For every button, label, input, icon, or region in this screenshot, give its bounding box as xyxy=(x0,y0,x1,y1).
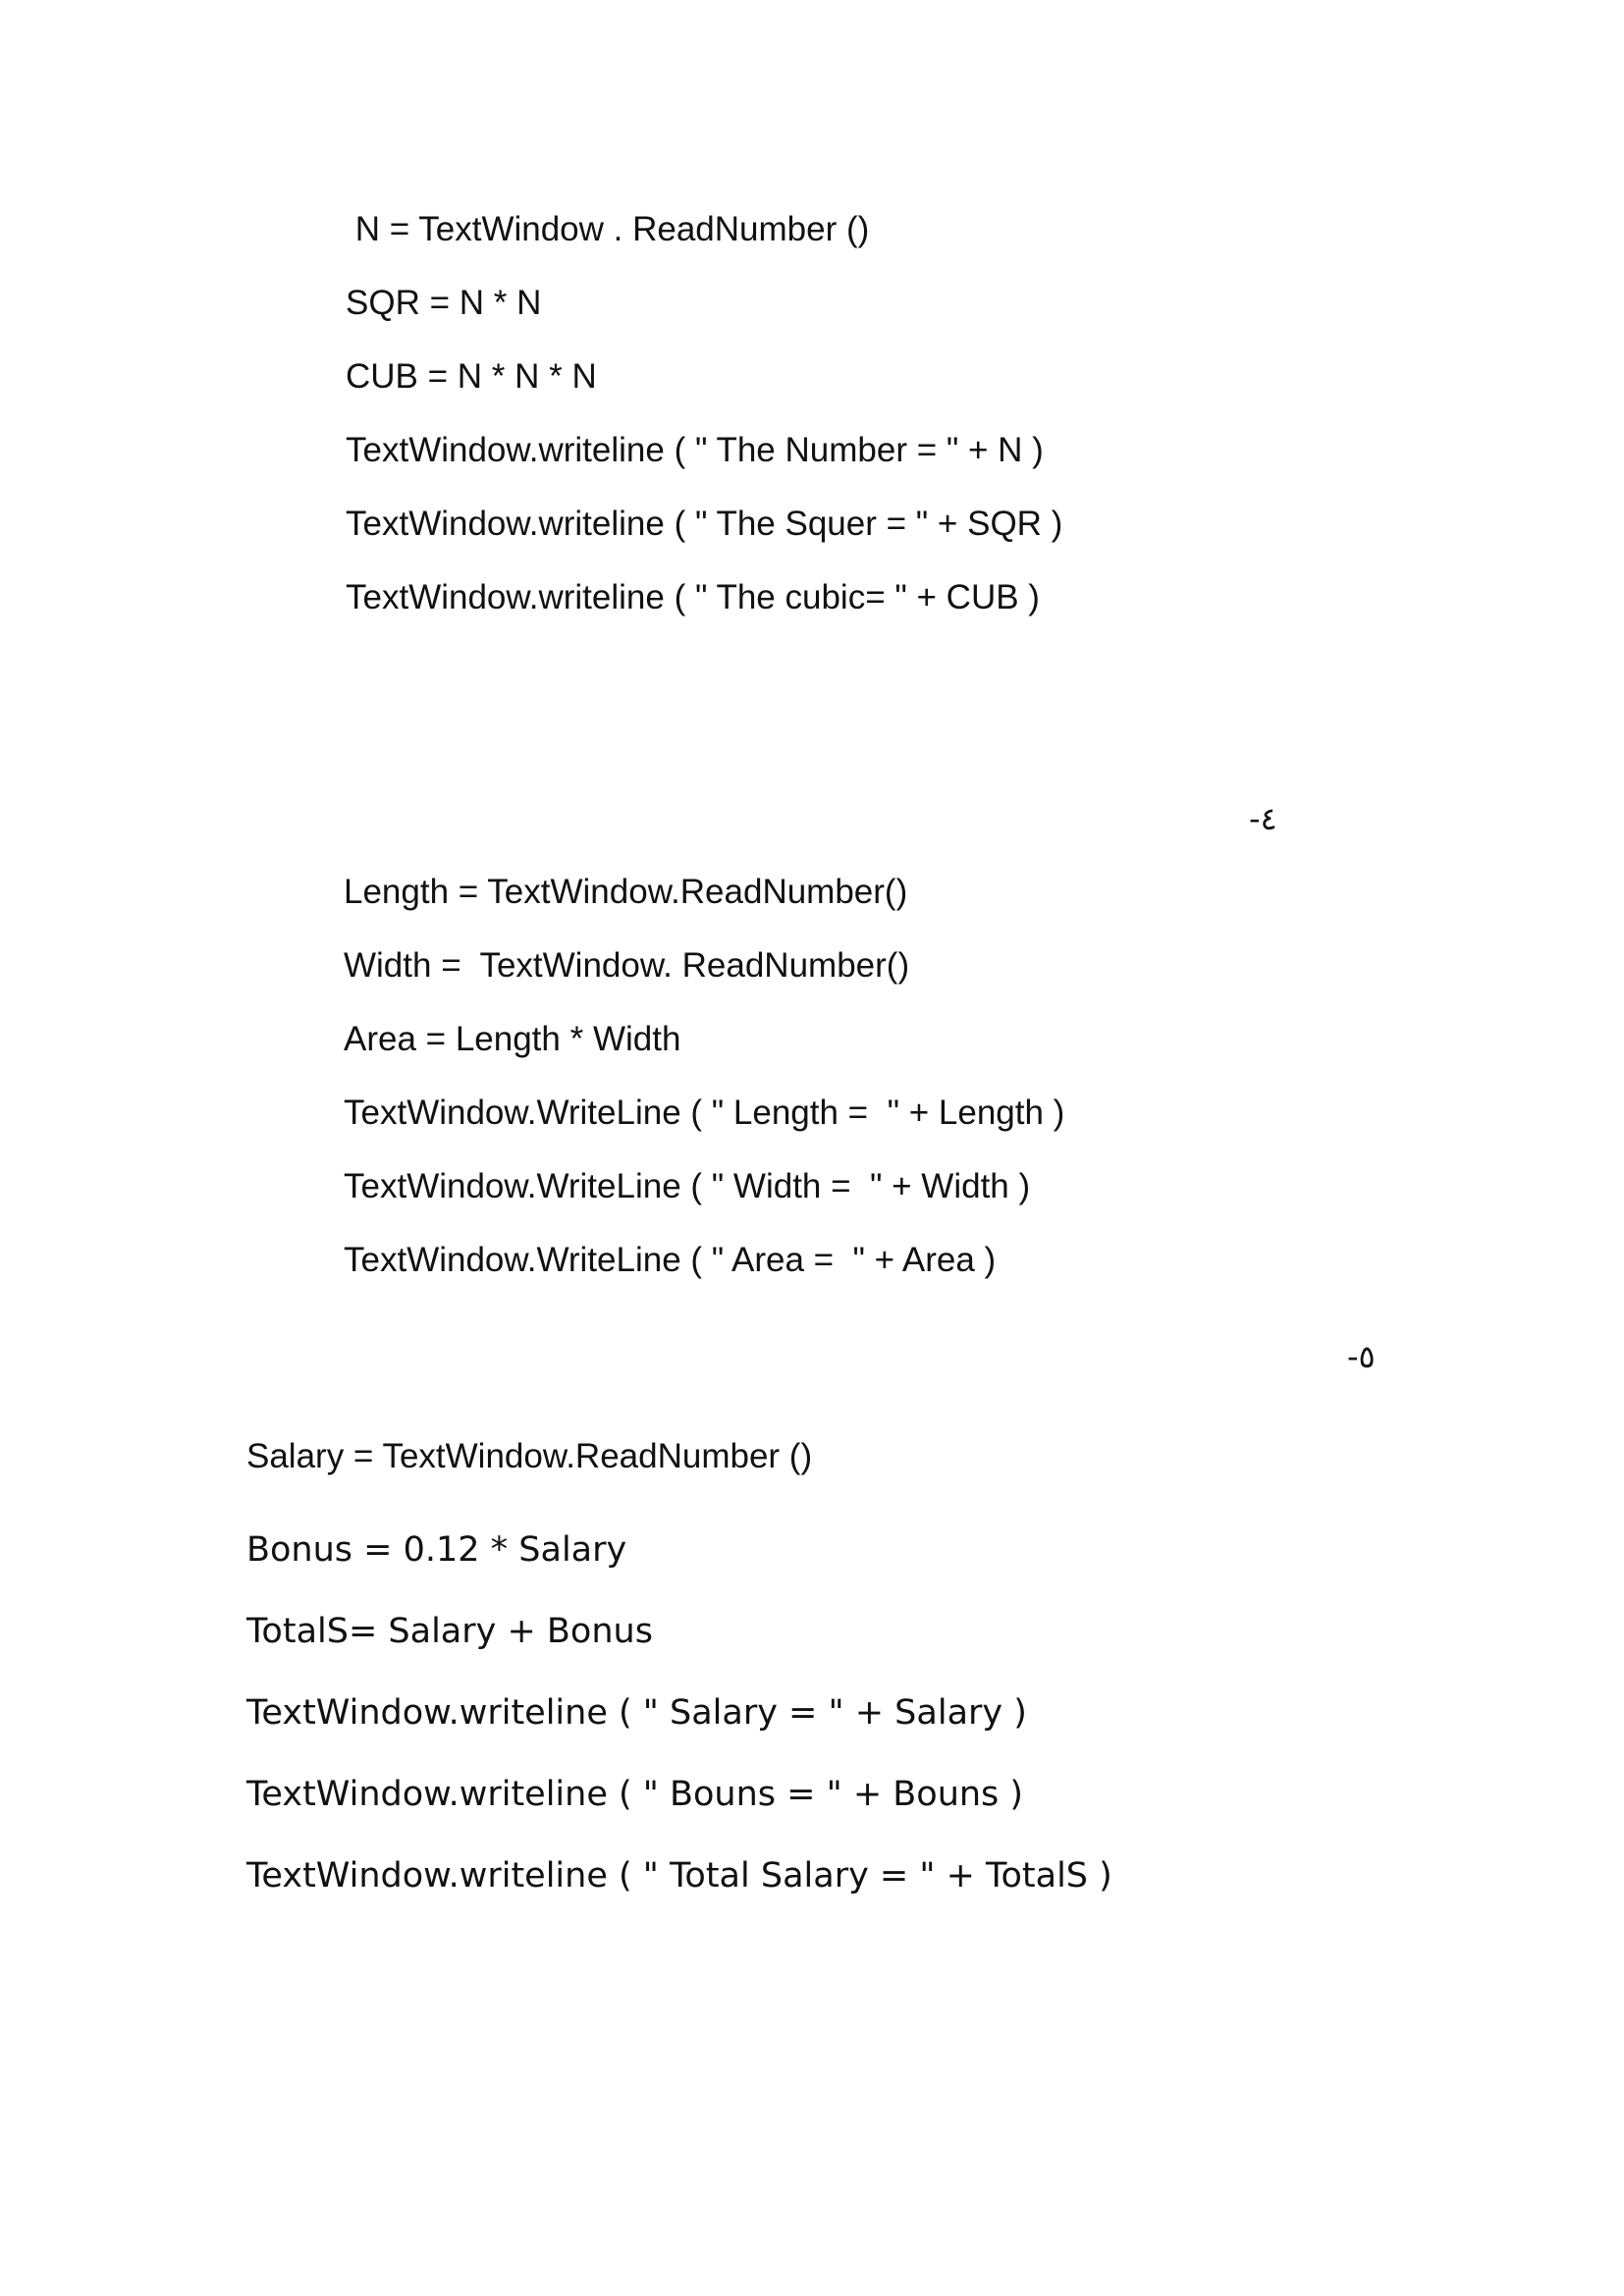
code-line: Salary = TextWindow.ReadNumber () xyxy=(246,1437,813,1475)
code-line: TextWindow.WriteLine ( " Area = " + Area ) xyxy=(344,1241,997,1279)
code-line: TextWindow.writeline ( " The Squer = " + SQR ) xyxy=(346,505,1063,543)
code-line: TextWindow.writeline ( " The Number = " + N ) xyxy=(346,431,1044,469)
section-number-5: ٥- xyxy=(1347,1338,1376,1375)
code-line: Area = Length * Width xyxy=(344,1020,681,1058)
code-line: TextWindow.WriteLine ( " Width = " + Width ) xyxy=(344,1167,1031,1205)
code-line: TextWindow.writeline ( " The cubic= " + CUB ) xyxy=(346,578,1040,616)
code-line: N = TextWindow . ReadNumber () xyxy=(346,210,870,248)
code-line: TotalS= Salary + Bonus xyxy=(246,1612,653,1651)
code-line: CUB = N * N * N xyxy=(346,357,597,396)
code-line: TextWindow.writeline ( " Bouns = " + Bouns ) xyxy=(246,1775,1024,1814)
code-line: TextWindow.writeline ( " Salary = " + Salary ) xyxy=(246,1693,1027,1733)
code-line: Bonus = 0.12 * Salary xyxy=(246,1530,627,1570)
code-line: Width = TextWindow. ReadNumber() xyxy=(344,946,910,985)
code-line: Length = TextWindow.ReadNumber() xyxy=(344,873,908,911)
code-line: SQR = N * N xyxy=(346,284,542,322)
section-number-4: ٤- xyxy=(1249,800,1277,837)
code-line: TextWindow.WriteLine ( " Length = " + Length ) xyxy=(344,1094,1065,1132)
code-line: TextWindow.writeline ( " Total Salary = " + TotalS ) xyxy=(246,1856,1112,1896)
